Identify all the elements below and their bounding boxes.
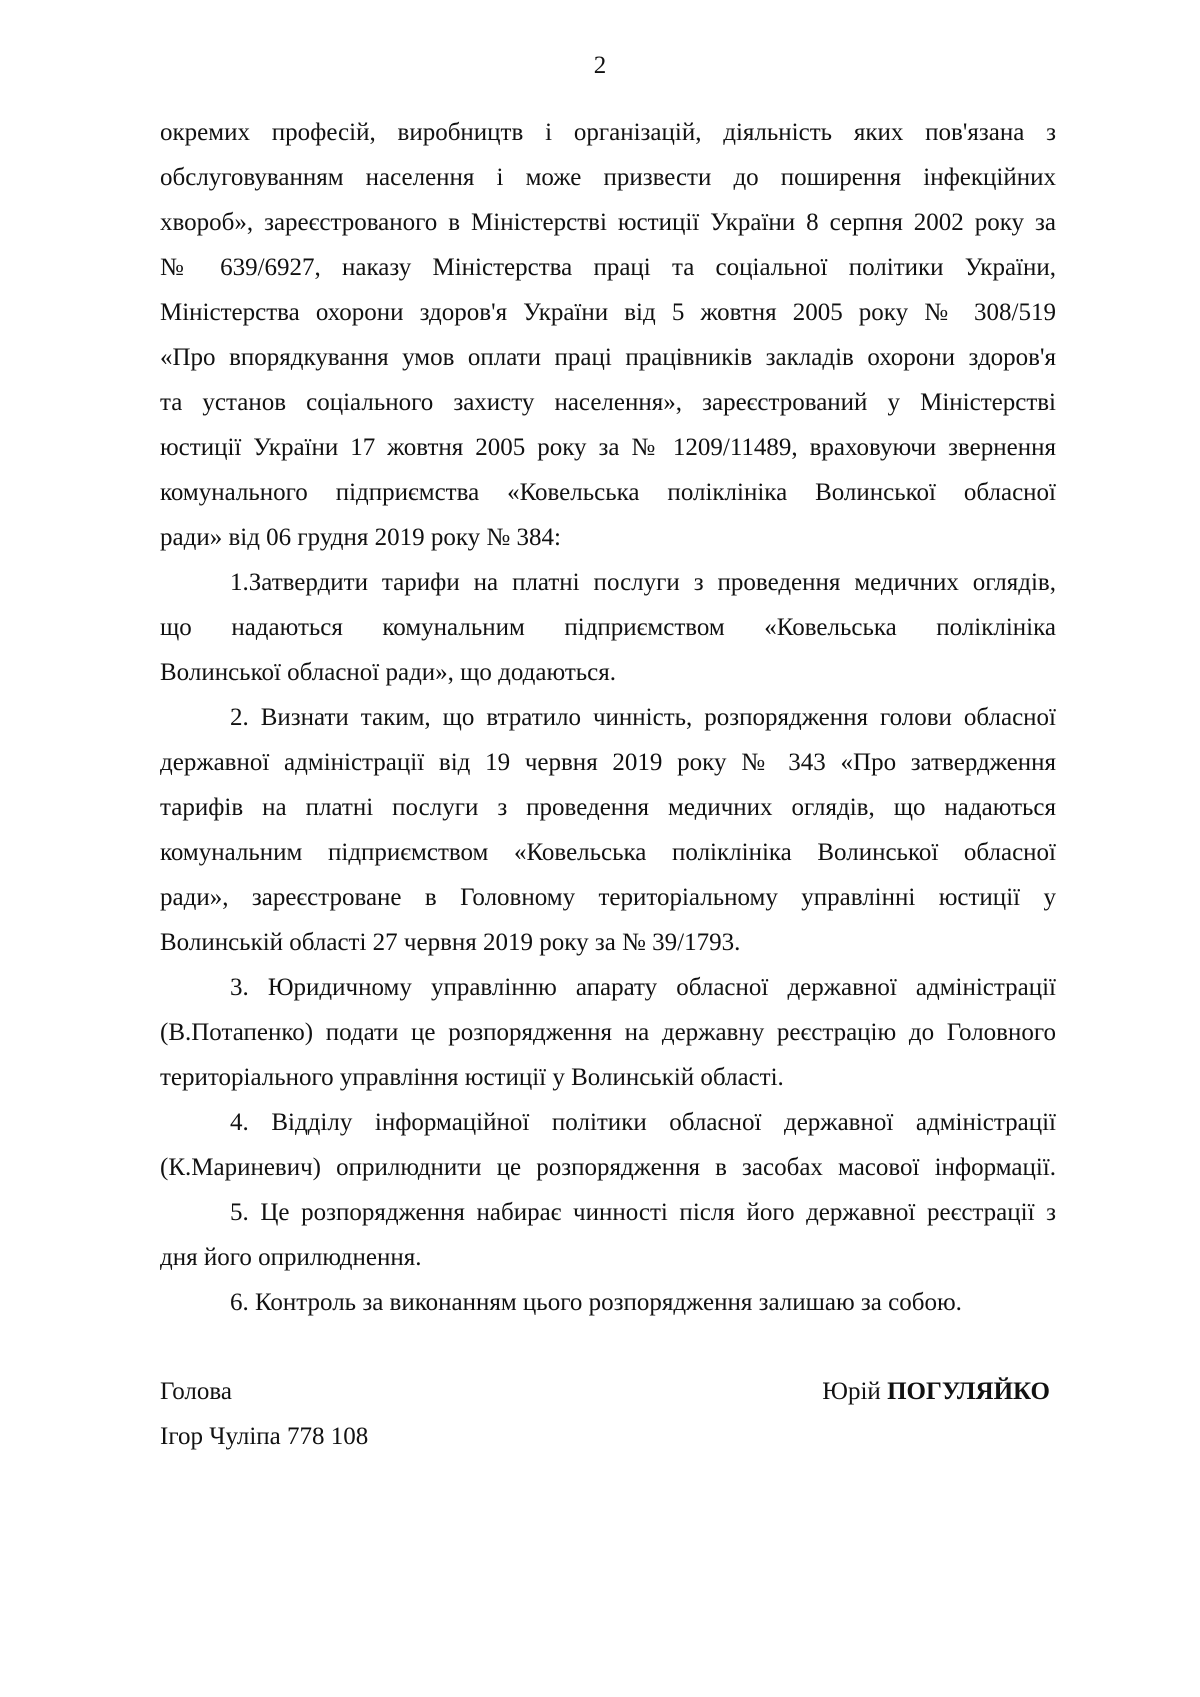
item-5-line: дня його оприлюднення. bbox=[160, 1244, 422, 1271]
text-line: та установ соціального захисту населення», зареєстрований у Міністерстві bbox=[160, 389, 1056, 416]
signatory-first-name: Юрій bbox=[822, 1378, 881, 1405]
text-line: окремих професій, виробництв і організацій, діяльність яких пов'язана з bbox=[160, 119, 1056, 146]
text-line: № 639/6927, наказу Міністерства праці та соціальної політики України, bbox=[160, 254, 1056, 281]
page-number: 2 bbox=[593, 52, 607, 79]
text-line: «Про впорядкування умов оплати праці працівників закладів охорони здоров'я bbox=[160, 344, 1056, 371]
text-line: хвороб», зареєстрованого в Міністерстві юстиції України 8 серпня 2002 року за bbox=[160, 209, 1056, 236]
item-2-line: державної адміністрації від 19 червня 2019 року № 343 «Про затвердження bbox=[160, 749, 1056, 776]
item-2-line: 2. Визнати таким, що втратило чинність, розпорядження голови обласної bbox=[230, 704, 1056, 731]
item-2-line: Волинській області 27 червня 2019 року за № 39/1793. bbox=[160, 929, 741, 956]
item-3-line: 3. Юридичному управлінню апарату обласної державної адміністрації bbox=[230, 974, 1056, 1001]
item-4-line: 4. Відділу інформаційної політики обласної державної адміністрації bbox=[230, 1109, 1056, 1136]
item-2-line: комунальним підприємством «Ковельська поліклініка Волинської обласної bbox=[160, 839, 1056, 866]
text-line: обслуговуванням населення і може призвести до поширення інфекційних bbox=[160, 164, 1056, 191]
item-3-line: територіального управління юстиції у Волинській області. bbox=[160, 1064, 784, 1091]
text-line: ради» від 06 грудня 2019 року № 384: bbox=[160, 524, 561, 551]
signatory-last-name: ПОГУЛЯЙКО bbox=[887, 1378, 1050, 1405]
item-1-line: 1.Затвердити тарифи на платні послуги з проведення медичних оглядів, bbox=[230, 569, 1056, 596]
item-4-line: (К.Мариневич) оприлюднити це розпорядження в засобах масової інформації. bbox=[160, 1154, 1056, 1181]
signatory-name bbox=[822, 1378, 1050, 1406]
text-line: Міністерства охорони здоров'я України від 5 жовтня 2005 року № 308/519 bbox=[160, 299, 1056, 326]
text-line: юстиції України 17 жовтня 2005 року за № 1209/11489, враховуючи звернення bbox=[160, 434, 1056, 461]
text-line: комунального підприємства «Ковельська поліклініка Волинської обласної bbox=[160, 479, 1056, 506]
item-1-line: що надаються комунальним підприємством «Ковельська поліклініка bbox=[160, 614, 1056, 641]
executor-contact: Ігор Чуліпа 778 108 bbox=[160, 1423, 369, 1450]
item-2-line: ради», зареєстроване в Головному територіальному управлінні юстиції у bbox=[160, 884, 1056, 911]
item-5-line: 5. Це розпорядження набирає чинності після його державної реєстрації з bbox=[230, 1199, 1056, 1226]
item-1-line: Волинської обласної ради», що додаються. bbox=[160, 659, 617, 686]
item-2-line: тарифів на платні послуги з проведення медичних оглядів, що надаються bbox=[160, 794, 1056, 821]
item-3-line: (В.Потапенко) подати це розпорядження на державну реєстрацію до Головного bbox=[160, 1019, 1056, 1046]
signatory-position: Голова bbox=[160, 1378, 232, 1405]
item-6-line: 6. Контроль за виконанням цього розпорядження залишаю за собою. bbox=[230, 1289, 962, 1316]
